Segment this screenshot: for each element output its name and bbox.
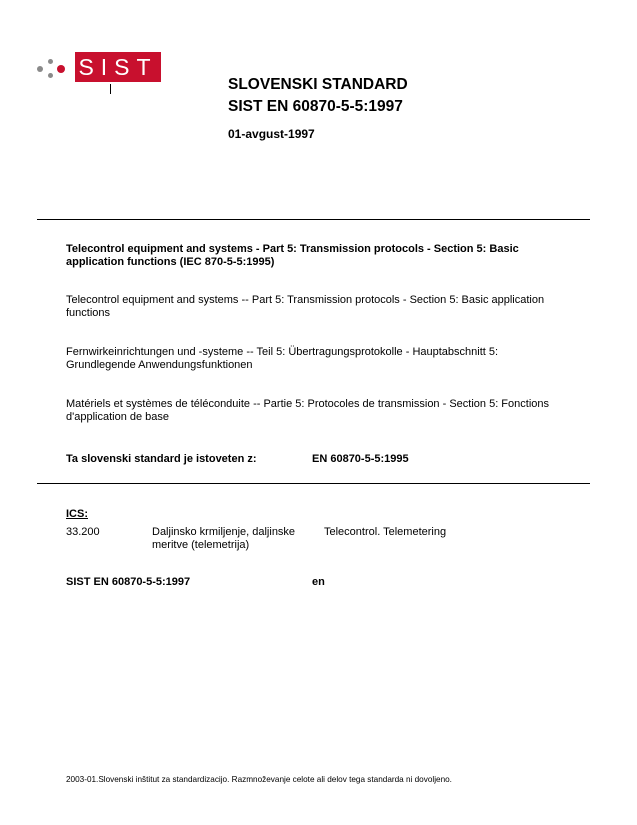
footer-copyright: 2003-01.Slovenski inštitut za standardizacijo. Razmnoževanje celote ali delov tega standarda ni dovoljeno. [66,775,452,784]
english-title: Telecontrol equipment and systems -- Part 5: Transmission protocols - Section 5: Basic application functions [66,294,545,319]
divider-top [37,219,590,220]
logo-dot-red-icon [57,65,65,73]
logo-rule [110,84,111,94]
identical-label: Ta slovenski standard je istoveten z: [66,453,257,465]
designation-language: en [312,576,325,588]
ics-slovenian: Daljinsko krmiljenje, daljinske meritve (telemetrija) [152,526,296,551]
french-title: Matériels et systèmes de téléconduite -- Partie 5: Protocoles de transmission - Section 5: Fonctions d'application de base [66,398,549,423]
designation-code: SIST EN 60870-5-5:1997 [66,576,191,588]
logo-wordmark: SIST [75,52,161,82]
logo-dot-icon [37,66,43,72]
logo-dot-icon [48,59,53,64]
divider-bottom [37,483,590,484]
ics-heading: ICS: [66,508,88,520]
standard-code: SIST EN 60870-5-5:1997 [228,98,403,115]
sist-logo [37,46,167,94]
standard-date: 01-avgust-1997 [228,127,315,141]
german-title: Fernwirkeinrichtungen und -systeme -- Teil 5: Übertragungsprotokolle - Hauptabschnitt 5: Grundlegende Anwendungsfunktionen [66,346,499,371]
logo-dot-icon [48,73,53,78]
identical-value: EN 60870-5-5:1995 [312,453,409,465]
ics-english: Telecontrol. Telemetering [324,526,447,538]
ics-code: 33.200 [66,526,100,538]
standard-type: SLOVENSKI STANDARD [228,76,408,93]
main-title: Telecontrol equipment and systems - Part 5: Transmission protocols - Section 5: Basic application functions (IEC 870-5-5:1995) [66,243,519,268]
